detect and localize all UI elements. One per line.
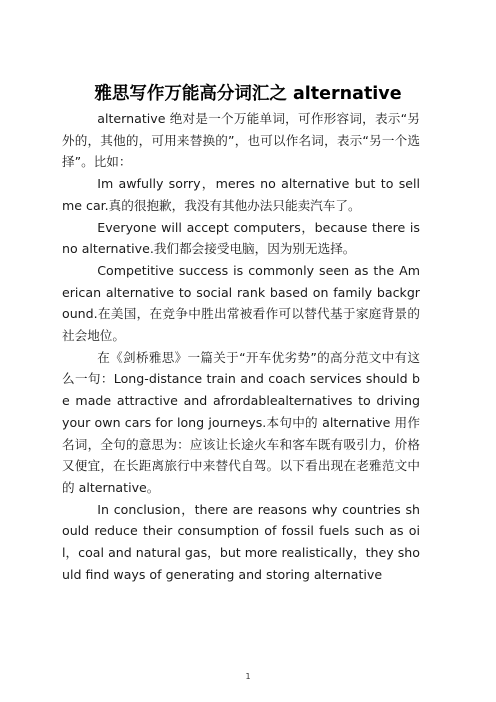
paragraph-cambridge-example: 在《剑桥雅思》一篇关于“开车优劣势”的高分范文中有这么一句：Long-distance train and coach services should be made attractive and afrordablealternatives to driving your own cars for long journeys.本句中的 alternative 用作名词，全句的意思为：应该让长途火车和客车既有吸引力，价格又便宜，在长距离旅行中来替代自驾。以下看出现在老雅范文中的 alternative。	[62, 349, 420, 495]
paragraph-example-car: Im awfully sorry，meres no alternative but to sell me car.真的很抱歉，我没有其他办法只能卖汽车了。	[62, 176, 420, 213]
paragraph-conclusion: In conclusion，there are reasons why countries should reduce their consumption of fossil fuels such as oil，coal and natural gas，but more realistically，they should find ways of generating and storing alternative	[62, 501, 420, 582]
document-body	[62, 108, 420, 585]
paragraph-intro: alternative 绝对是一个万能单词，可作形容词，表示“另外的，其他的，可用来替换的”，也可以作名词，表示“另一个选择”。比如：	[62, 111, 420, 170]
paragraph-example-competitive: Competitive success is commonly seen as the American alternative to social rank based on family background.在美国，在竞争中胜出常被看作可以替代基于家庭背景的社会地位。	[62, 262, 420, 344]
paragraph-example-computers: Everyone will accept computers，because there is no alternative.我们都会接受电脑，因为别无选择。	[62, 219, 420, 257]
page-number: 1	[245, 672, 251, 681]
document-title: 雅思写作万能高分词汇之 alternative	[94, 84, 402, 104]
